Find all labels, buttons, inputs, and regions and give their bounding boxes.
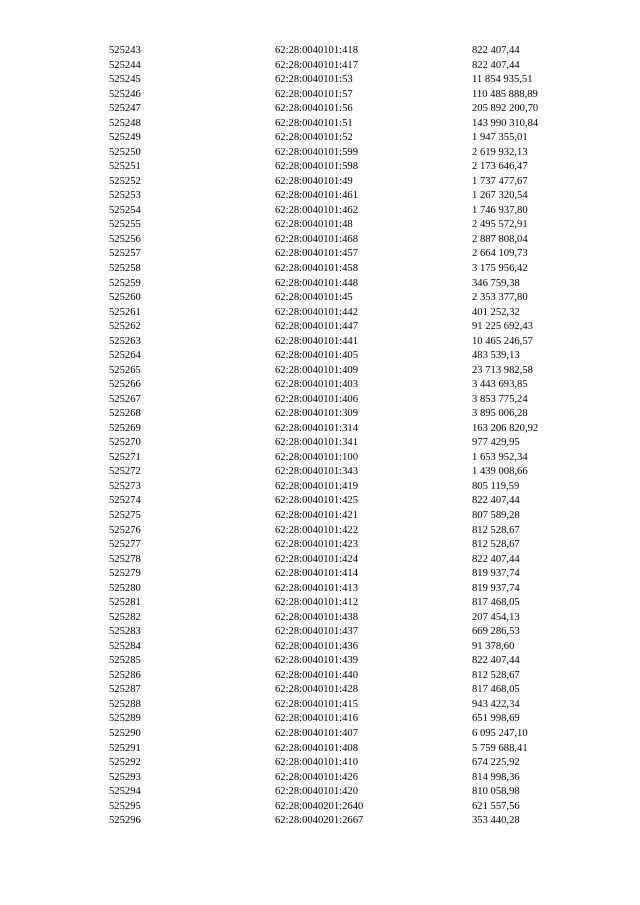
table-row — [109, 538, 579, 553]
cadastral-value: 2 173 646,47 — [472, 161, 528, 173]
cadastral-number: 62:28:0040101:447 — [275, 321, 358, 333]
row-number: 525253 — [109, 190, 141, 202]
cadastral-value: 207 454,13 — [472, 611, 520, 623]
cadastral-value: 3 853 775,24 — [472, 393, 528, 405]
row-number: 525265 — [109, 364, 141, 376]
table-row — [109, 553, 579, 568]
table-row — [109, 654, 579, 669]
cadastral-value: 822 407,44 — [472, 655, 520, 667]
table-row — [109, 596, 579, 611]
table-row — [109, 335, 579, 350]
table-row — [109, 465, 579, 480]
row-number: 525267 — [109, 393, 141, 405]
row-number: 525281 — [109, 597, 141, 609]
table-row — [109, 814, 579, 829]
table-row — [109, 727, 579, 742]
row-number: 525249 — [109, 132, 141, 144]
cadastral-value: 2 887 808,04 — [472, 233, 528, 245]
cadastral-number: 62:28:0040101:49 — [275, 175, 353, 187]
cadastral-value: 1 947 355,01 — [472, 132, 528, 144]
row-number: 525290 — [109, 727, 141, 739]
cadastral-value: 943 422,34 — [472, 698, 520, 710]
cadastral-value: 819 937,74 — [472, 568, 520, 580]
cadastral-value: 3 443 693,85 — [472, 379, 528, 391]
cadastral-value: 353 440,28 — [472, 815, 520, 827]
table-row — [109, 625, 579, 640]
table-row — [109, 146, 579, 161]
table-row — [109, 320, 579, 335]
cadastral-number: 62:28:0040101:343 — [275, 466, 358, 478]
table-row — [109, 640, 579, 655]
cadastral-number: 62:28:0040101:408 — [275, 742, 358, 754]
table-row — [109, 189, 579, 204]
row-number: 525272 — [109, 466, 141, 478]
table-row — [109, 88, 579, 103]
cadastral-value: 822 407,44 — [472, 495, 520, 507]
cadastral-number: 62:28:0040101:439 — [275, 655, 358, 667]
table-row — [109, 669, 579, 684]
cadastral-value: 483 539,13 — [472, 350, 520, 362]
cadastral-value: 1 737 477,67 — [472, 175, 528, 187]
cadastral-number: 62:28:0040101:418 — [275, 45, 358, 56]
cadastral-number: 62:28:0040101:448 — [275, 277, 358, 289]
cadastral-number: 62:28:0040101:415 — [275, 698, 358, 710]
table-row — [109, 683, 579, 698]
cadastral-value: 23 713 982,58 — [472, 364, 533, 376]
cadastral-number: 62:28:0040101:422 — [275, 524, 358, 536]
cadastral-value: 11 854 935,51 — [472, 74, 533, 86]
cadastral-number: 62:28:0040101:599 — [275, 146, 358, 158]
table-row — [109, 131, 579, 146]
row-number: 525250 — [109, 146, 141, 158]
cadastral-value: 401 252,32 — [472, 306, 520, 318]
table-row — [109, 582, 579, 597]
cadastral-value: 822 407,44 — [472, 59, 520, 71]
table-row — [109, 204, 579, 219]
cadastral-number: 62:28:0040101:424 — [275, 553, 358, 565]
cadastral-value: 817 468,05 — [472, 684, 520, 696]
row-number: 525288 — [109, 698, 141, 710]
row-number: 525245 — [109, 74, 141, 86]
cadastral-number: 62:28:0040101:436 — [275, 640, 358, 652]
row-number: 525277 — [109, 539, 141, 551]
cadastral-value: 346 759,38 — [472, 277, 520, 289]
cadastral-value: 812 528,67 — [472, 669, 520, 681]
cadastral-number: 62:28:0040101:48 — [275, 219, 353, 231]
cadastral-number: 62:28:0040101:420 — [275, 786, 358, 798]
cadastral-value: 810 058,98 — [472, 786, 520, 798]
cadastral-value: 5 759 688,41 — [472, 742, 528, 754]
row-number: 525270 — [109, 437, 141, 449]
table-row — [109, 422, 579, 437]
cadastral-number: 62:28:0040101:419 — [275, 480, 358, 492]
cadastral-number: 62:28:0040101:423 — [275, 539, 358, 551]
row-number: 525252 — [109, 175, 141, 187]
row-number: 525254 — [109, 204, 141, 216]
cadastral-number: 62:28:0040201:2667 — [275, 815, 364, 827]
cadastral-number: 62:28:0040101:428 — [275, 684, 358, 696]
cadastral-value: 621 557,56 — [472, 800, 520, 812]
cadastral-value: 807 589,28 — [472, 510, 520, 521]
table-row — [109, 756, 579, 771]
row-number: 525275 — [109, 510, 141, 521]
cadastral-number: 62:28:0040101:442 — [275, 306, 358, 318]
cadastral-value: 91 378,60 — [472, 640, 515, 652]
row-number: 525268 — [109, 408, 141, 420]
cadastral-number: 62:28:0040101:417 — [275, 59, 358, 71]
cadastral-number: 62:28:0040101:57 — [275, 88, 353, 100]
cadastral-number: 62:28:0040101:406 — [275, 393, 358, 405]
cadastral-number: 62:28:0040101:461 — [275, 190, 358, 202]
cadastral-value: 1 267 320,54 — [472, 190, 528, 202]
cadastral-number: 62:28:0040101:441 — [275, 335, 358, 347]
table-row — [109, 175, 579, 190]
row-number: 525262 — [109, 321, 141, 333]
cadastral-number: 62:28:0040101:405 — [275, 350, 358, 362]
cadastral-value: 817 468,05 — [472, 597, 520, 609]
table-row — [109, 378, 579, 393]
table-row — [109, 509, 579, 524]
row-number: 525258 — [109, 262, 141, 274]
cadastral-value: 977 429,95 — [472, 437, 520, 449]
cadastral-value: 651 998,69 — [472, 713, 520, 725]
cadastral-value: 110 485 888,89 — [472, 88, 538, 100]
row-number: 525284 — [109, 640, 141, 652]
cadastral-number: 62:28:0040101:462 — [275, 204, 358, 216]
row-number: 525279 — [109, 568, 141, 580]
table-row — [109, 117, 579, 132]
cadastral-number: 62:28:0040101:414 — [275, 568, 358, 580]
table-row — [109, 277, 579, 292]
cadastral-number: 62:28:0040101:425 — [275, 495, 358, 507]
table-row — [109, 742, 579, 757]
row-number: 525286 — [109, 669, 141, 681]
cadastral-value: 819 937,74 — [472, 582, 520, 594]
cadastral-number: 62:28:0040101:421 — [275, 510, 358, 521]
cadastral-number: 62:28:0040101:52 — [275, 132, 353, 144]
table-row — [109, 102, 579, 117]
table-row — [109, 771, 579, 786]
cadastral-value: 6 095 247,10 — [472, 727, 528, 739]
cadastral-value: 143 990 310,84 — [472, 117, 539, 129]
row-number: 525266 — [109, 379, 141, 391]
row-number: 525287 — [109, 684, 141, 696]
table-row — [109, 364, 579, 379]
row-number: 525285 — [109, 655, 141, 667]
cadastral-value: 205 892 200,70 — [472, 103, 539, 115]
table-row — [109, 59, 579, 74]
table-row — [109, 291, 579, 306]
row-number: 525269 — [109, 422, 141, 434]
table-row — [109, 349, 579, 364]
cadastral-number: 62:28:0040101:100 — [275, 451, 358, 463]
cadastral-number: 62:28:0040101:409 — [275, 364, 358, 376]
row-number: 525293 — [109, 771, 141, 783]
cadastral-number: 62:28:0040101:412 — [275, 597, 358, 609]
row-number: 525296 — [109, 815, 141, 827]
table-row — [109, 73, 579, 88]
table-row — [109, 262, 579, 277]
cadastral-number: 62:28:0040101:309 — [275, 408, 358, 420]
cadastral-value-table — [109, 44, 579, 829]
table-row — [109, 407, 579, 422]
row-number: 525276 — [109, 524, 141, 536]
table-row — [109, 44, 579, 59]
cadastral-number: 62:28:0040101:438 — [275, 611, 358, 623]
cadastral-value: 3 175 956,42 — [472, 262, 528, 274]
cadastral-value: 10 465 246,57 — [472, 335, 533, 347]
table-row — [109, 712, 579, 727]
cadastral-number: 62:28:0040101:598 — [275, 161, 358, 173]
row-number: 525264 — [109, 350, 141, 362]
row-number: 525271 — [109, 451, 141, 463]
row-number: 525256 — [109, 233, 141, 245]
cadastral-number: 62:28:0040101:314 — [275, 422, 358, 434]
row-number: 525255 — [109, 219, 141, 231]
row-number: 525243 — [109, 45, 141, 56]
table-row — [109, 524, 579, 539]
cadastral-number: 62:28:0040101:416 — [275, 713, 358, 725]
table-row — [109, 611, 579, 626]
cadastral-value: 163 206 820,92 — [472, 422, 539, 434]
cadastral-number: 62:28:0040101:458 — [275, 262, 358, 274]
cadastral-number: 62:28:0040101:440 — [275, 669, 358, 681]
row-number: 525259 — [109, 277, 141, 289]
table-row — [109, 698, 579, 713]
row-number: 525257 — [109, 248, 141, 260]
row-number: 525294 — [109, 786, 141, 798]
cadastral-value: 812 528,67 — [472, 539, 520, 551]
table-row — [109, 436, 579, 451]
table-row — [109, 567, 579, 582]
table-row — [109, 480, 579, 495]
table-row — [109, 451, 579, 466]
cadastral-value: 1 746 937,80 — [472, 204, 528, 216]
cadastral-number: 62:28:0040101:410 — [275, 757, 358, 769]
row-number: 525282 — [109, 611, 141, 623]
row-number: 525261 — [109, 306, 141, 318]
cadastral-number: 62:28:0040101:457 — [275, 248, 358, 260]
table-row — [109, 800, 579, 815]
cadastral-value: 2 664 109,73 — [472, 248, 528, 260]
cadastral-value: 814 998,36 — [472, 771, 520, 783]
cadastral-number: 62:28:0040101:426 — [275, 771, 358, 783]
row-number: 525263 — [109, 335, 141, 347]
cadastral-number: 62:28:0040101:403 — [275, 379, 358, 391]
cadastral-value: 2 619 932,13 — [472, 146, 528, 158]
table-row — [109, 233, 579, 248]
cadastral-number: 62:28:0040101:468 — [275, 233, 358, 245]
cadastral-value: 822 407,44 — [472, 45, 520, 56]
cadastral-number: 62:28:0040101:45 — [275, 292, 353, 304]
row-number: 525280 — [109, 582, 141, 594]
row-number: 525273 — [109, 480, 141, 492]
cadastral-number: 62:28:0040101:51 — [275, 117, 353, 129]
cadastral-number: 62:28:0040201:2640 — [275, 800, 364, 812]
row-number: 525246 — [109, 88, 141, 100]
row-number: 525295 — [109, 800, 141, 812]
cadastral-value: 669 286,53 — [472, 626, 520, 638]
cadastral-value: 2 495 572,91 — [472, 219, 528, 231]
table-row — [109, 160, 579, 175]
cadastral-number: 62:28:0040101:407 — [275, 727, 358, 739]
cadastral-number: 62:28:0040101:53 — [275, 74, 353, 86]
cadastral-value: 812 528,67 — [472, 524, 520, 536]
cadastral-value: 674 225,92 — [472, 757, 520, 769]
row-number: 525244 — [109, 59, 141, 71]
row-number: 525283 — [109, 626, 141, 638]
cadastral-value: 3 895 006,28 — [472, 408, 528, 420]
row-number: 525247 — [109, 103, 141, 115]
row-number: 525274 — [109, 495, 141, 507]
table-row — [109, 306, 579, 321]
table-row — [109, 218, 579, 233]
row-number: 525251 — [109, 161, 141, 173]
row-number: 525278 — [109, 553, 141, 565]
table-row — [109, 247, 579, 262]
row-number: 525248 — [109, 117, 141, 129]
cadastral-value: 91 225 692,43 — [472, 321, 533, 333]
cadastral-number: 62:28:0040101:437 — [275, 626, 358, 638]
cadastral-number: 62:28:0040101:56 — [275, 103, 353, 115]
cadastral-value: 822 407,44 — [472, 553, 520, 565]
table-row — [109, 494, 579, 509]
cadastral-number: 62:28:0040101:413 — [275, 582, 358, 594]
cadastral-number: 62:28:0040101:341 — [275, 437, 358, 449]
row-number: 525260 — [109, 292, 141, 304]
cadastral-value: 2 353 377,80 — [472, 292, 528, 304]
row-number: 525289 — [109, 713, 141, 725]
row-number: 525292 — [109, 757, 141, 769]
cadastral-value: 1 653 952,34 — [472, 451, 528, 463]
cadastral-value: 1 439 008,66 — [472, 466, 528, 478]
table-row — [109, 393, 579, 408]
row-number: 525291 — [109, 742, 141, 754]
table-row — [109, 785, 579, 800]
cadastral-value: 805 119,59 — [472, 480, 520, 492]
